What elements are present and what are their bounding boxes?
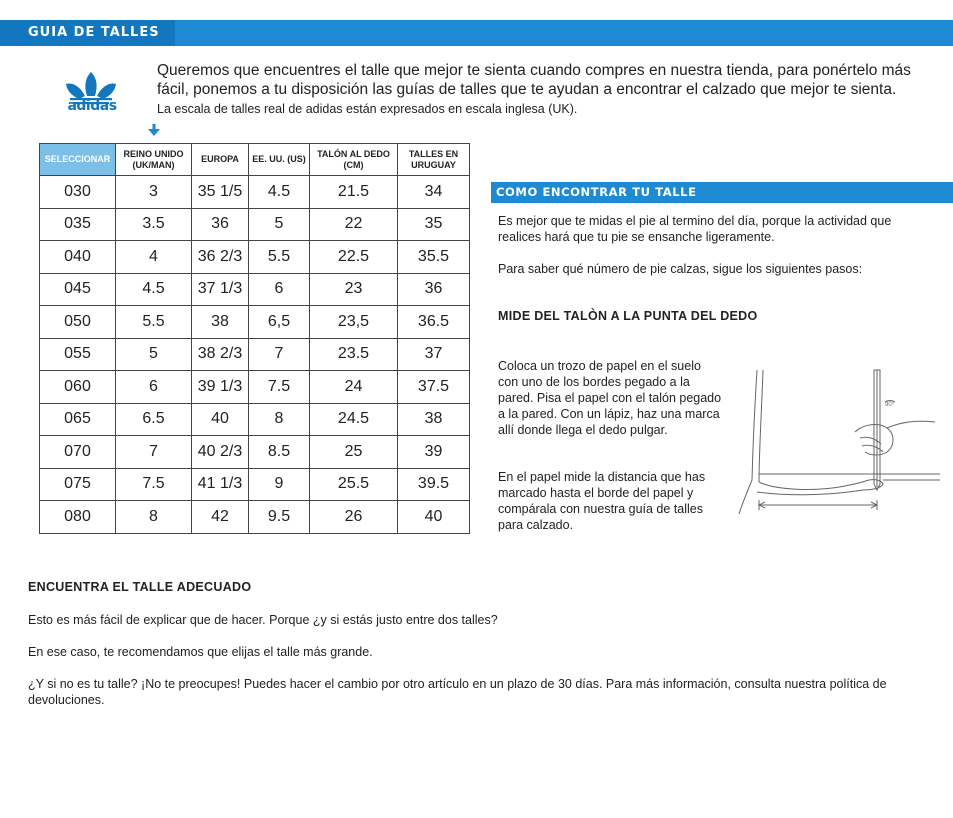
table-cell: 8 bbox=[116, 501, 192, 534]
heel-to-toe-title: MIDE DEL TALÒN A LA PUNTA DEL DEDO bbox=[498, 309, 758, 323]
table-cell: 38 2/3 bbox=[192, 338, 249, 371]
table-cell: 7 bbox=[116, 436, 192, 469]
size-table bbox=[39, 143, 470, 534]
table-cell: 21.5 bbox=[310, 176, 398, 209]
table-row[interactable] bbox=[40, 501, 470, 534]
table-cell: 7 bbox=[249, 338, 310, 371]
table-cell: 6,5 bbox=[249, 306, 310, 339]
size-code-cell[interactable]: 030 bbox=[40, 176, 116, 209]
table-row[interactable] bbox=[40, 338, 470, 371]
table-header-row bbox=[40, 144, 470, 176]
column-header-cm: TALÓN AL DEDO (CM) bbox=[310, 144, 398, 176]
table-row[interactable] bbox=[40, 273, 470, 306]
table-cell: 35 1/5 bbox=[192, 176, 249, 209]
howto-paragraph-3: Coloca un trozo de papel en el suelo con uno de los bordes pegado a la pared. Pisa el papel con el talón pegado a la pared. Con un lápiz, haz una marca allí donde llega el dedo pulgar. bbox=[498, 359, 722, 437]
size-code-cell[interactable]: 050 bbox=[40, 306, 116, 339]
table-cell: 36 bbox=[398, 273, 470, 306]
angle-label: 90° bbox=[885, 402, 895, 408]
table-cell: 25.5 bbox=[310, 468, 398, 501]
table-cell: 38 bbox=[398, 403, 470, 436]
table-row[interactable] bbox=[40, 176, 470, 209]
bottom-paragraph-1: Esto es más fácil de explicar que de hacer. Porque ¿y si estás justo entre dos talles? bbox=[28, 613, 498, 627]
table-cell: 23,5 bbox=[310, 306, 398, 339]
howto-title: COMO ENCONTRAR TU TALLE bbox=[496, 185, 697, 199]
size-code-cell[interactable]: 040 bbox=[40, 241, 116, 274]
page-title: GUIA DE TALLES bbox=[0, 20, 175, 46]
table-cell: 6 bbox=[249, 273, 310, 306]
column-header-us: EE. UU. (US) bbox=[249, 144, 310, 176]
intro-note: La escala de talles real de adidas están expresados en escala inglesa (UK). bbox=[157, 102, 578, 116]
size-code-cell[interactable]: 070 bbox=[40, 436, 116, 469]
howto-paragraph-1: Es mejor que te midas el pie al termino del día, porque la actividad que realices hará que tu pie se ensanche ligeramente. bbox=[498, 214, 892, 244]
size-code-cell[interactable]: 055 bbox=[40, 338, 116, 371]
size-code-cell[interactable]: 060 bbox=[40, 371, 116, 404]
table-cell: 37.5 bbox=[398, 371, 470, 404]
column-header-uk: REINO UNIDO (UK/MAN) bbox=[116, 144, 192, 176]
table-cell: 40 bbox=[398, 501, 470, 534]
table-cell: 24 bbox=[310, 371, 398, 404]
table-row[interactable] bbox=[40, 468, 470, 501]
adidas-wordmark: adidas bbox=[67, 98, 117, 114]
table-cell: 22.5 bbox=[310, 241, 398, 274]
table-cell: 4.5 bbox=[116, 273, 192, 306]
table-cell: 3.5 bbox=[116, 208, 192, 241]
table-cell: 26 bbox=[310, 501, 398, 534]
table-cell: 9.5 bbox=[249, 501, 310, 534]
table-row[interactable] bbox=[40, 371, 470, 404]
table-cell: 24.5 bbox=[310, 403, 398, 436]
column-header-select[interactable]: SELECCIONAR bbox=[40, 144, 116, 176]
size-code-cell[interactable]: 045 bbox=[40, 273, 116, 306]
table-cell: 4.5 bbox=[249, 176, 310, 209]
arrow-down-icon bbox=[148, 124, 160, 137]
table-cell: 36 bbox=[192, 208, 249, 241]
table-cell: 5 bbox=[116, 338, 192, 371]
table-cell: 40 2/3 bbox=[192, 436, 249, 469]
intro-text: Queremos que encuentres el talle que mejor te sienta cuando compres en nuestra tienda, para ponértelo más fácil, ponemos a tu disposición las guías de talles que te ayudan a encontrar el calzado que mejor te sienta. bbox=[157, 62, 911, 98]
table-cell: 8.5 bbox=[249, 436, 310, 469]
bottom-title: ENCUENTRA EL TALLE ADECUADO bbox=[28, 580, 252, 594]
table-cell: 39 bbox=[398, 436, 470, 469]
table-cell: 39.5 bbox=[398, 468, 470, 501]
howto-paragraph-2: Para saber qué número de pie calzas, sigue los siguientes pasos: bbox=[498, 262, 863, 276]
header-bar bbox=[0, 20, 953, 46]
bottom-paragraph-2: En ese caso, te recomendamos que elijas el talle más grande. bbox=[28, 645, 373, 659]
table-cell: 4 bbox=[116, 241, 192, 274]
size-code-cell[interactable]: 035 bbox=[40, 208, 116, 241]
table-cell: 7.5 bbox=[249, 371, 310, 404]
size-code-cell[interactable]: 065 bbox=[40, 403, 116, 436]
table-cell: 7.5 bbox=[116, 468, 192, 501]
table-row[interactable] bbox=[40, 241, 470, 274]
table-cell: 5.5 bbox=[249, 241, 310, 274]
table-cell: 38 bbox=[192, 306, 249, 339]
size-code-cell[interactable]: 080 bbox=[40, 501, 116, 534]
column-header-uruguay: TALLES EN URUGUAY bbox=[398, 144, 470, 176]
table-cell: 22 bbox=[310, 208, 398, 241]
table-cell: 35 bbox=[398, 208, 470, 241]
table-cell: 23 bbox=[310, 273, 398, 306]
table-cell: 42 bbox=[192, 501, 249, 534]
table-cell: 8 bbox=[249, 403, 310, 436]
table-row[interactable] bbox=[40, 403, 470, 436]
table-cell: 6 bbox=[116, 371, 192, 404]
table-cell: 40 bbox=[192, 403, 249, 436]
bottom-paragraph-3: ¿Y si no es tu talle? ¡No te preocupes! Puedes hacer el cambio por otro artículo en un plazo de 30 días. Para más información, consulta nuestra política de devoluciones. bbox=[28, 677, 887, 707]
table-cell: 37 bbox=[398, 338, 470, 371]
column-header-europa: EUROPA bbox=[192, 144, 249, 176]
foot-measurement-illustration bbox=[735, 362, 945, 522]
table-cell: 5 bbox=[249, 208, 310, 241]
table-row[interactable] bbox=[40, 208, 470, 241]
table-cell: 41 1/3 bbox=[192, 468, 249, 501]
table-cell: 6.5 bbox=[116, 403, 192, 436]
table-cell: 36.5 bbox=[398, 306, 470, 339]
table-cell: 37 1/3 bbox=[192, 273, 249, 306]
table-cell: 39 1/3 bbox=[192, 371, 249, 404]
table-cell: 3 bbox=[116, 176, 192, 209]
howto-paragraph-4: En el papel mide la distancia que has marcado hasta el borde del papel y compárala con nuestra guía de talles para calzado. bbox=[498, 470, 706, 532]
howto-bar bbox=[491, 182, 953, 203]
table-cell: 25 bbox=[310, 436, 398, 469]
table-row[interactable] bbox=[40, 436, 470, 469]
table-cell: 35.5 bbox=[398, 241, 470, 274]
table-cell: 9 bbox=[249, 468, 310, 501]
table-row[interactable] bbox=[40, 306, 470, 339]
table-cell: 36 2/3 bbox=[192, 241, 249, 274]
size-code-cell[interactable]: 075 bbox=[40, 468, 116, 501]
table-cell: 5.5 bbox=[116, 306, 192, 339]
table-cell: 23.5 bbox=[310, 338, 398, 371]
table-cell: 34 bbox=[398, 176, 470, 209]
